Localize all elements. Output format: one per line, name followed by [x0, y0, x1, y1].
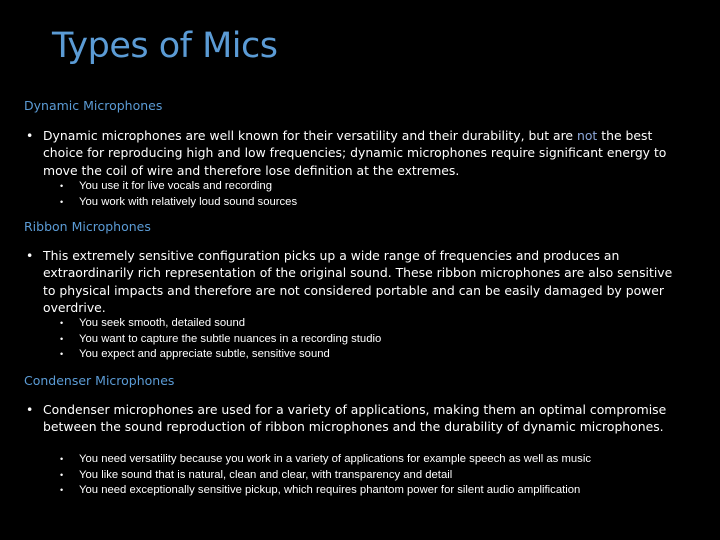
- section-heading-ribbon: Ribbon Microphones: [24, 219, 151, 234]
- sub-bullet-marker: •: [60, 485, 64, 495]
- sub-list-item: • You expect and appreciate subtle, sensitive sound: [60, 347, 381, 363]
- sub-list-item: • You work with relatively loud sound sources: [60, 195, 297, 211]
- sub-list-ribbon: [60, 316, 381, 363]
- sub-bullet-marker: •: [60, 454, 64, 464]
- emphasis-word: not: [577, 128, 598, 143]
- sub-bullet-marker: •: [60, 196, 64, 207]
- sub-list-item: • You want to capture the subtle nuances in a recording studio: [60, 332, 381, 348]
- sub-list-item: • You seek smooth, detailed sound: [60, 316, 381, 332]
- sub-list-item: • You need versatility because you work in a variety of applications for example speech as well as music: [60, 452, 591, 468]
- bullet-text: This extremely sensitive configuration picks up a wide range of frequencies and produces an extraordinarily rich representation of the original sound. These ribbon microphones are also sensitive to physical impacts and therefore are not considered portable and can be easily damaged by power overdrive.: [43, 248, 673, 316]
- sub-bullet-marker: •: [60, 318, 64, 328]
- section-heading-dynamic: Dynamic Microphones: [24, 98, 163, 113]
- sub-bullet-marker: •: [60, 469, 64, 480]
- bullet-marker: •: [26, 248, 34, 263]
- main-bullet-dynamic: [26, 127, 686, 179]
- sub-bullet-marker: •: [60, 349, 64, 359]
- main-bullet-ribbon: [26, 247, 686, 317]
- sub-list-item: • You like sound that is natural, clean and clear, with transparency and detail: [60, 468, 591, 484]
- sub-list-dynamic: [60, 179, 297, 210]
- bullet-marker: •: [26, 128, 34, 143]
- sub-list-item: • You use it for live vocals and recording: [60, 179, 297, 195]
- sub-list-condenser: [60, 452, 591, 499]
- bullet-text: Dynamic microphones are well known for their versatility and their durability, but are not the best choice for reproducing high and low frequencies; dynamic microphones require significant energy to move the coil of wire and therefore lose definition at the extremes.: [43, 128, 667, 178]
- sub-list-item: • You need exceptionally sensitive pickup, which requires phantom power for silent audio amplification: [60, 483, 591, 499]
- section-heading-condenser: Condenser Microphones: [24, 373, 175, 388]
- sub-bullet-marker: •: [60, 181, 64, 191]
- main-bullet-condenser: [26, 401, 686, 436]
- slide-title: Types of Mics: [52, 26, 278, 66]
- bullet-marker: •: [26, 402, 34, 417]
- sub-bullet-marker: •: [60, 333, 64, 344]
- bullet-text: Condenser microphones are used for a variety of applications, making them an optimal compromise between the sound reproduction of ribbon microphones and the durability of dynamic microphones.: [43, 402, 667, 435]
